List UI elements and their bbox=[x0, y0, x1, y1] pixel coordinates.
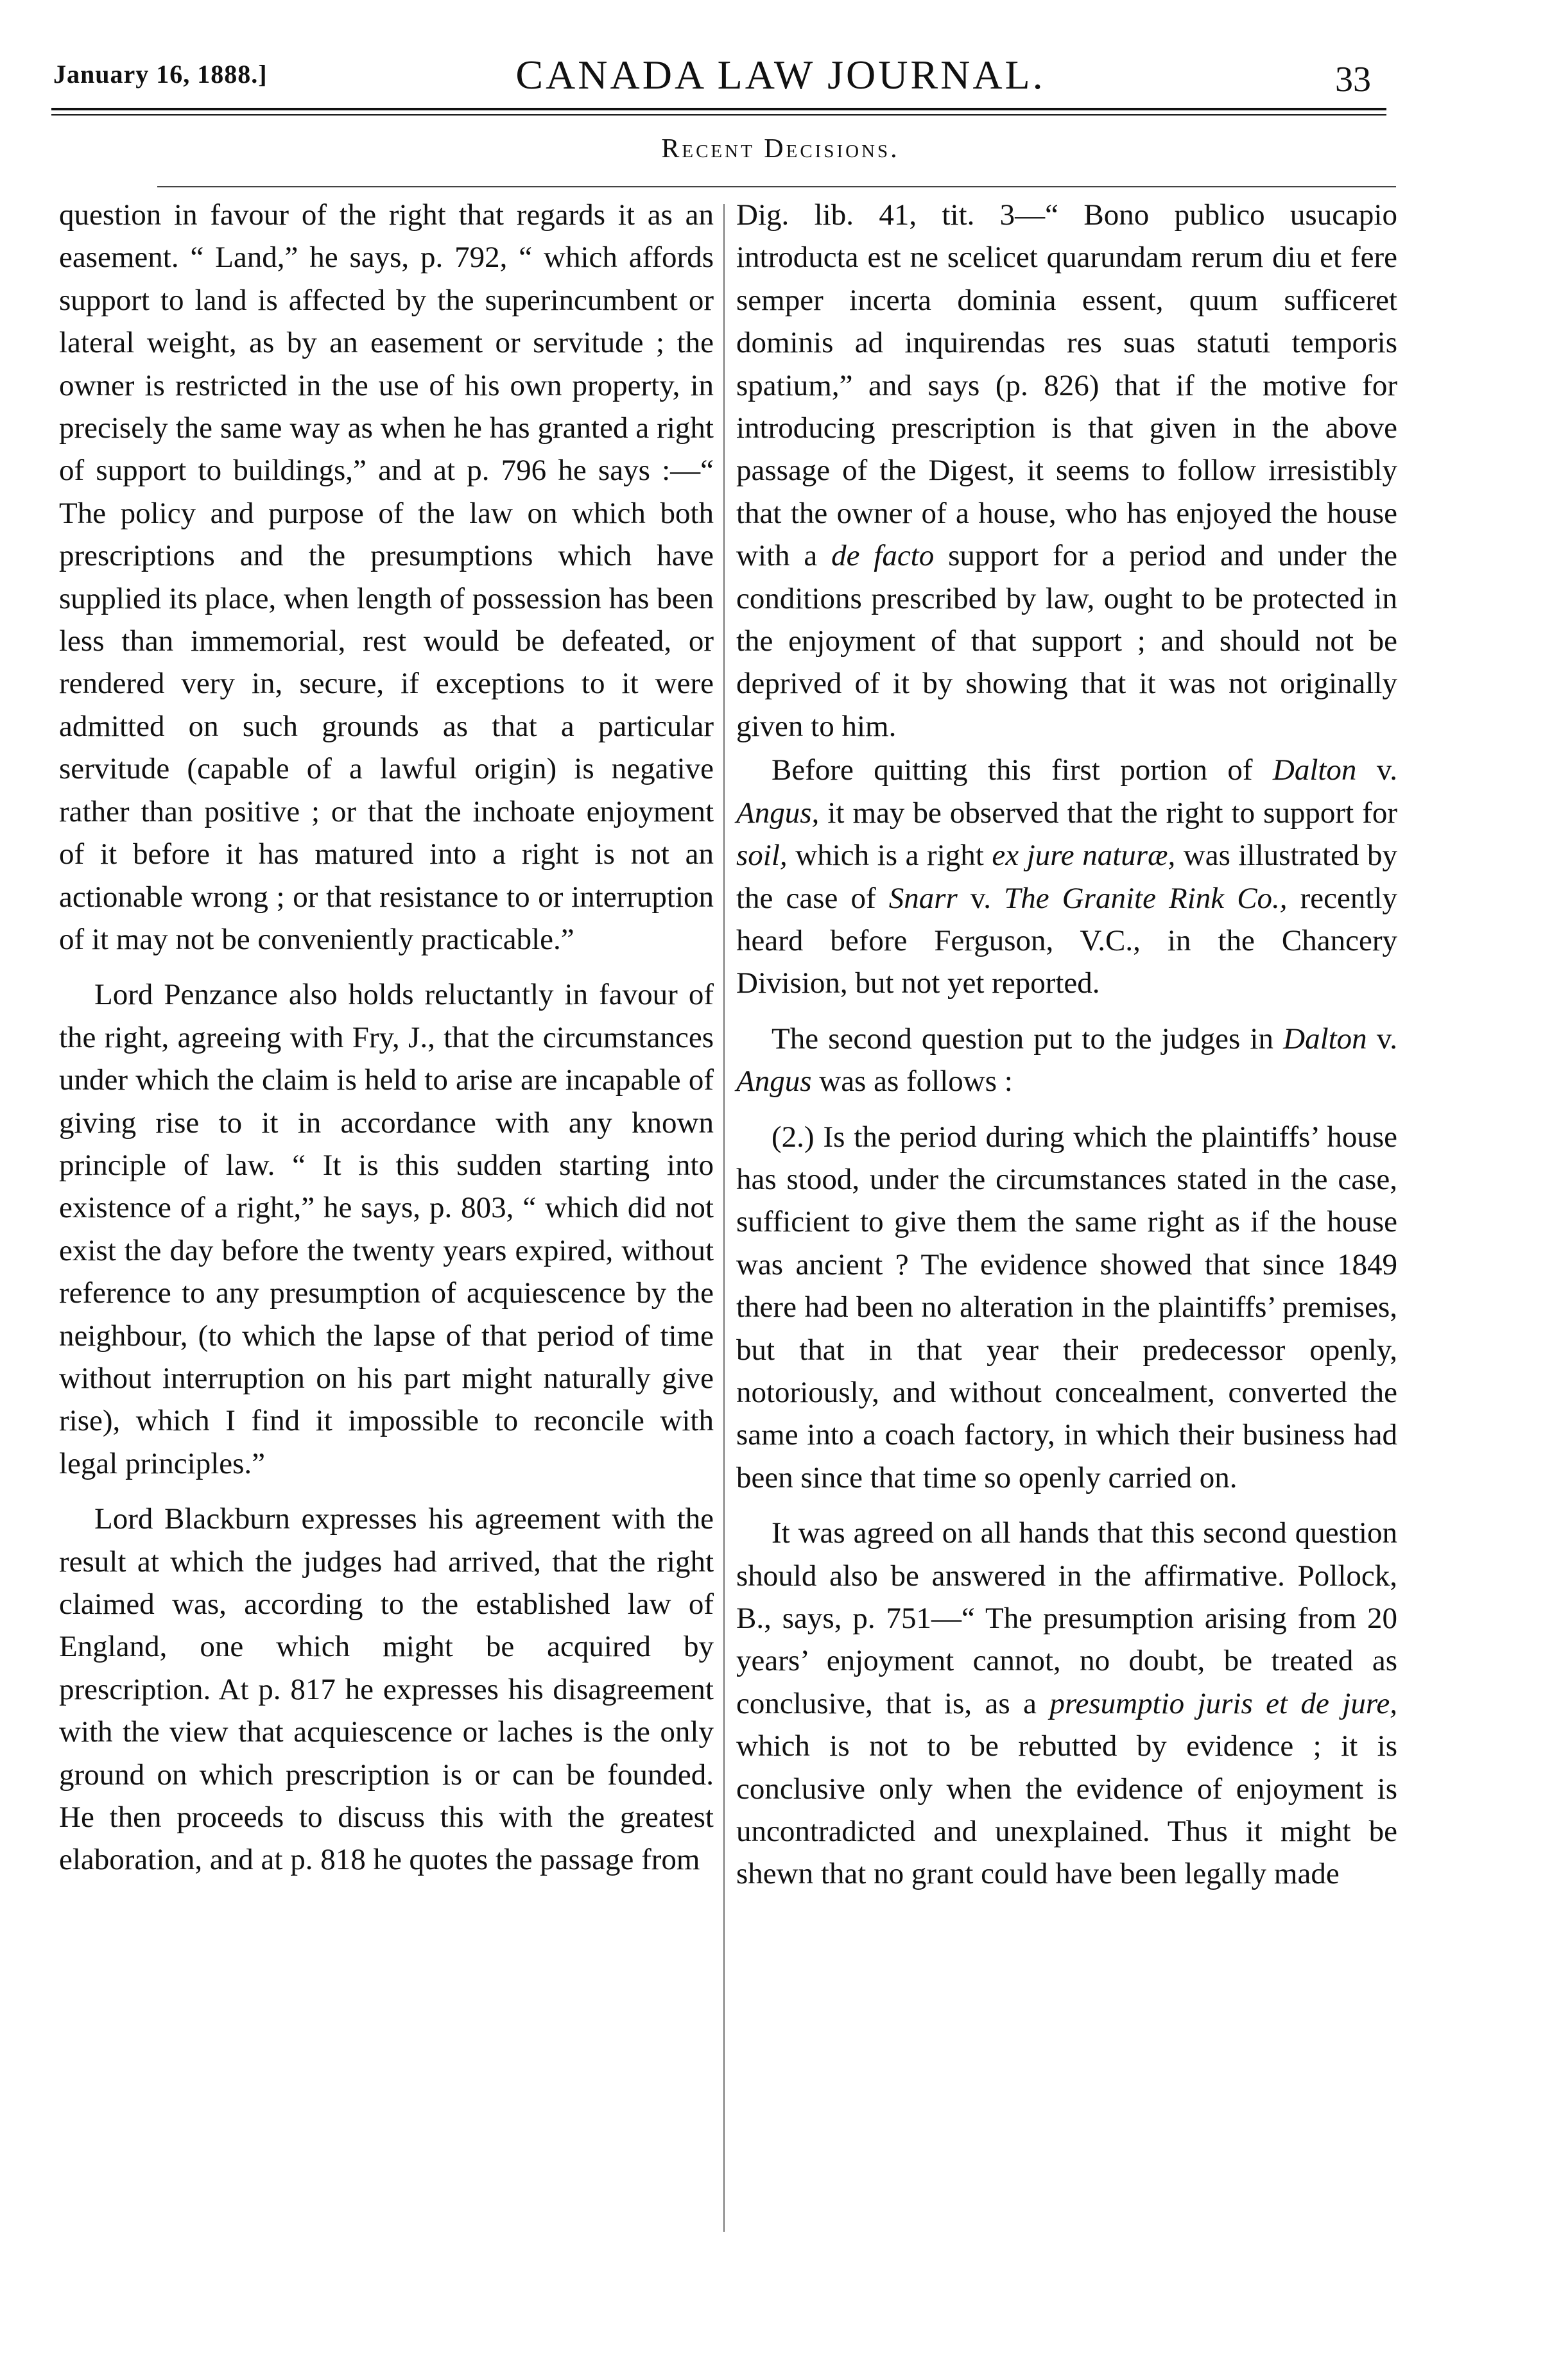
case-name: Angus bbox=[736, 1065, 812, 1099]
issue-date: January 16, 1888.] bbox=[53, 60, 268, 89]
italic-term: ex jure naturæ, bbox=[992, 839, 1176, 873]
left-column bbox=[59, 194, 714, 1881]
italic-term: de facto bbox=[831, 539, 935, 573]
section-title: Recent Decisions. bbox=[661, 134, 900, 164]
journal-title: CANADA LAW JOURNAL. bbox=[515, 52, 1046, 98]
text-run: Dig. lib. 41, tit. 3—“ Bono publico usucapio introducta est ne scelicet quarundam rerum diu et fere semper incerta dominia essent, quum sufficeret dominis ad inquirendas res suas statuti temporis spatium,” and says (p. 826) that if the motive for introducing prescription is that given in the above passage of the Digest, it seems to follow irresistibly that the owner of a house, who has enjoyed the house with a bbox=[736, 198, 1397, 573]
case-name: The Granite Rink Co., bbox=[1004, 881, 1288, 915]
text-run: it may be observed that the right to support for bbox=[827, 796, 1398, 830]
case-name: Snarr bbox=[888, 881, 958, 915]
text-run: was illustrated by the case of bbox=[736, 839, 1397, 915]
text-run: which is a right bbox=[795, 839, 984, 873]
text-run: v. bbox=[970, 881, 992, 915]
text-run: The second question put to the judges in bbox=[772, 1022, 1273, 1056]
page-number: 33 bbox=[1335, 60, 1371, 99]
case-name: Dalton bbox=[1272, 753, 1357, 787]
section-rule bbox=[157, 186, 1396, 187]
paragraph: question in favour of the right that regards it as an easement. “ Land,” he says, p. 792, “ which affords support to land is affected by the superincumbent or lateral weight, as by an easement or servitude ; the owner is restricted in the use of his own property, in precisely the same way as when he has granted a right of support to buildings,” and at p. 796 he says :—“ The policy and purpose of the law on which both prescriptions and the presumptions which have supplied its place, when length of possession has been less than immemorial, rest would be defeated, or rendered very in, secure, if exceptions to it were admitted on such grounds as that a particular servitude (capable of a lawful origin) is negative rather than positive ; or that the inchoate enjoyment of it before it has matured into a right is not an actionable wrong ; or that resistance to or interruption of it may not be conveniently practicable.” bbox=[59, 198, 714, 956]
header-rule-thin bbox=[51, 114, 1386, 116]
text-run: v. bbox=[1376, 1022, 1398, 1056]
paragraph bbox=[736, 749, 1397, 1004]
text-run: recently heard before Ferguson, V.C., in the Chancery Division, but not yet reported. bbox=[736, 881, 1397, 1000]
text-run: was as follows : bbox=[819, 1065, 1013, 1099]
text-run: support for a period and under the conditions prescribed by law, ought to be protected in the enjoyment of that support ; and should not be deprived of it by showing that it was not originally given to him. bbox=[736, 539, 1398, 743]
text-run: which is not to be rebutted by evidence ; it is conclusive only when the evidence of enjoyment is uncontradicted and unexplained. Thus it might be shewn that no grant could have been legally made bbox=[736, 1729, 1397, 1891]
paragraph bbox=[736, 1018, 1397, 1103]
italic-term: presumptio juris et de jure, bbox=[1049, 1686, 1398, 1720]
paragraph: Lord Blackburn expresses his agreement with the result at which the judges had arrived, that the right claimed was, according to the established law of England, one which might be acquired by prescription. At p. 817 he expresses his disagreement with the view that acquiescence or laches is the only ground on which prescription is or can be founded. He then proceeds to discuss this with the greatest elaboration, and at p. 818 he quotes the passage from bbox=[59, 1502, 714, 1877]
paragraph bbox=[736, 1512, 1397, 1896]
paragraph bbox=[736, 194, 1397, 748]
paragraph: Lord Penzance also holds reluctantly in favour of the right, agreeing with Fry, J., that the circumstances under which the claim is held to arise are incapable of giving rise to it in accordance with any known principle of law. “ It is this sudden starting into existence of a right,” he says, p. 803, “ which did not exist the day before the twenty years expired, without reference to any presumption of acquiescence by the neighbour, (to which the lapse of that period of time without interruption on his part might naturally give rise), which I find it impossible to reconcile with legal principles.” bbox=[59, 978, 714, 1480]
paragraph: (2.) Is the period during which the plaintiffs’ house has stood, under the circumstances stated in the case, sufficient to give them the same right as if the house was ancient ? The evidence showed that since 1849 there had been no alteration in the plaintiffs’ premises, but that in that year their predecessor openly, notoriously, and without concealment, converted the same into a coach factory, in which their business had been since that time so openly carried on. bbox=[736, 1120, 1397, 1494]
case-name: Dalton bbox=[1283, 1022, 1367, 1056]
italic-term: soil, bbox=[736, 839, 788, 873]
case-name: Angus, bbox=[736, 796, 820, 830]
text-run: Before quitting this first portion of bbox=[772, 753, 1253, 787]
column-divider bbox=[723, 204, 725, 2232]
text-run: v. bbox=[1376, 753, 1398, 787]
header-rule-thick bbox=[51, 108, 1386, 110]
right-column bbox=[736, 194, 1397, 1896]
text-run: It was agreed on all hands that this second question should also be answered in the affirmative. Pollock, B., says, p. 751—“ The presumption arising from 20 years’ enjoyment cannot, no doubt, be treated as conclusive, that is, as a bbox=[736, 1516, 1397, 1720]
